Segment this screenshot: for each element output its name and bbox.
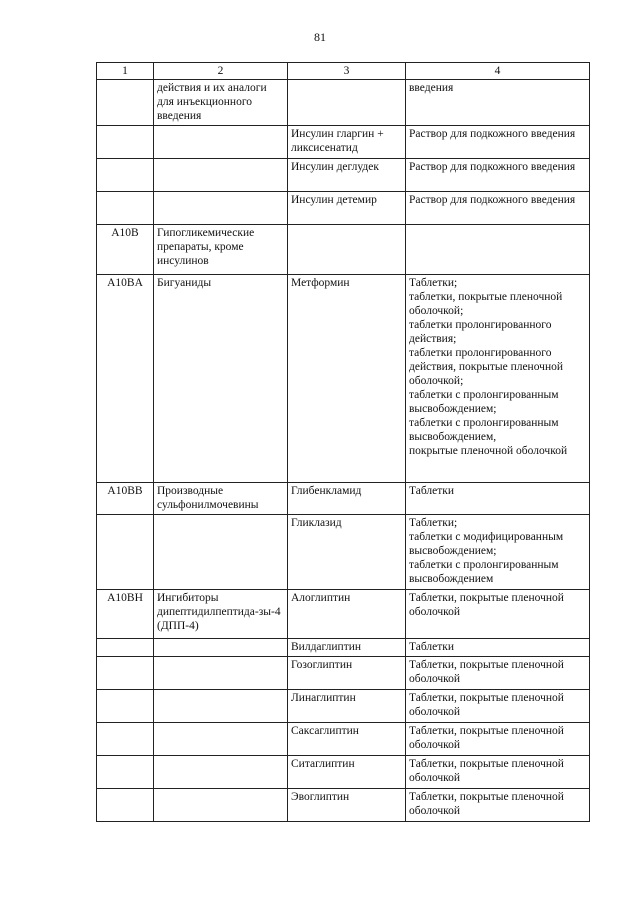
pharmacological-group-cell: Гипогликемические препараты, кроме инсулинов [154, 225, 288, 275]
atc-code-cell: A10BH [97, 590, 154, 639]
table-row [97, 639, 590, 657]
dosage-form-line: таблетки с модифицированным высвобождением; [409, 531, 564, 557]
pharmacological-group-cell [154, 639, 288, 657]
column-header-2: 2 [154, 63, 288, 80]
pharmacological-group-cell [154, 159, 288, 192]
dosage-form-line: таблетки, покрытые пленочной оболочкой; [409, 291, 563, 317]
table-header-row [97, 63, 590, 80]
drug-name-cell: Метформин [288, 275, 406, 483]
pharmacological-group-cell [154, 192, 288, 225]
atc-code-cell [97, 723, 154, 756]
pharmacological-group-cell: действия и их аналоги для инъекционного введения [154, 80, 288, 126]
dosage-form-cell: Таблетки, покрытые пленочной оболочкой [406, 590, 590, 639]
table-row [97, 657, 590, 690]
table-row [97, 483, 590, 515]
drug-name-cell: Саксаглиптин [288, 723, 406, 756]
table-row [97, 515, 590, 590]
atc-code-cell [97, 192, 154, 225]
dosage-form-line: таблетки пролонгированного действия, покрытые пленочной оболочкой; [409, 347, 564, 387]
dosage-form-line: таблетки с пролонгированным высвобождением, [409, 417, 559, 443]
table-body [97, 80, 590, 822]
pharmacological-group-cell [154, 723, 288, 756]
atc-code-cell [97, 159, 154, 192]
dosage-form-cell [406, 225, 590, 275]
dosage-form-line: Таблетки; [409, 277, 458, 289]
table-row [97, 80, 590, 126]
drug-name-cell: Эвоглиптин [288, 789, 406, 822]
dosage-form-line: покрытые пленочной оболочкой [409, 445, 568, 457]
drug-name-cell: Ситаглиптин [288, 756, 406, 789]
dosage-form-line: Таблетки; [409, 517, 458, 529]
column-header-3: 3 [288, 63, 406, 80]
dosage-form-cell: Таблетки [406, 639, 590, 657]
drug-name-cell: Алоглиптин [288, 590, 406, 639]
dosage-form-cell: Таблетки, покрытые пленочной оболочкой [406, 690, 590, 723]
drug-name-cell: Инсулин гларгин + ликсисенатид [288, 126, 406, 159]
pharmacological-group-cell [154, 126, 288, 159]
dosage-form-cell: Таблетки, покрытые пленочной оболочкой [406, 789, 590, 822]
dosage-form-cell: Таблетки [406, 483, 590, 515]
drug-name-cell: Линаглиптин [288, 690, 406, 723]
pharmacological-group-cell [154, 789, 288, 822]
dosage-form-cell: Таблетки, покрытые пленочной оболочкой [406, 657, 590, 690]
pharmacological-group-cell [154, 690, 288, 723]
atc-code-cell [97, 756, 154, 789]
table-row [97, 756, 590, 789]
atc-code-cell [97, 639, 154, 657]
dosage-form-cell: Раствор для подкожного введения [406, 192, 590, 225]
dosage-form-cell: введения [406, 80, 590, 126]
drug-name-cell: Инсулин детемир [288, 192, 406, 225]
dosage-form-cell: Таблетки, покрытые пленочной оболочкой [406, 756, 590, 789]
dosage-form-cell: Таблетки, покрытые пленочной оболочкой [406, 723, 590, 756]
drug-name-cell [288, 80, 406, 126]
pharmacological-group-cell [154, 657, 288, 690]
pharmacological-group-cell: Бигуаниды [154, 275, 288, 483]
page-number: 81 [314, 30, 326, 44]
atc-code-cell: A10BB [97, 483, 154, 515]
atc-code-cell [97, 657, 154, 690]
atc-code-cell: A10B [97, 225, 154, 275]
table-row [97, 723, 590, 756]
dosage-form-line: таблетки с пролонгированным высвобождением [409, 559, 559, 585]
table-row [97, 192, 590, 225]
table-row [97, 225, 590, 275]
dosage-form-line: таблетки с пролонгированным высвобождением; [409, 389, 559, 415]
atc-code-cell [97, 690, 154, 723]
pharmacological-group-cell [154, 515, 288, 590]
table-row [97, 590, 590, 639]
drug-name-cell: Инсулин деглудек [288, 159, 406, 192]
column-header-4: 4 [406, 63, 590, 80]
drug-name-cell: Гликлазид [288, 515, 406, 590]
dosage-form-cell [406, 515, 590, 590]
pharmacological-group-cell [154, 756, 288, 789]
column-header-1: 1 [97, 63, 154, 80]
dosage-form-cell [406, 275, 590, 483]
dosage-form-cell: Раствор для подкожного введения [406, 126, 590, 159]
drug-name-cell: Гозоглиптин [288, 657, 406, 690]
atc-code-cell [97, 515, 154, 590]
table-row [97, 275, 590, 483]
drug-name-cell: Глибенкламид [288, 483, 406, 515]
pharmacological-group-cell: Ингибиторы дипептидилпептида-зы-4 (ДПП-4) [154, 590, 288, 639]
drug-name-cell [288, 225, 406, 275]
atc-code-cell: A10BA [97, 275, 154, 483]
table-row [97, 789, 590, 822]
pharmacological-group-cell: Производные сульфонилмочевины [154, 483, 288, 515]
atc-code-cell [97, 789, 154, 822]
dosage-form-line: таблетки пролонгированного действия; [409, 319, 552, 345]
drug-name-cell: Вилдаглиптин [288, 639, 406, 657]
atc-code-cell [97, 126, 154, 159]
table-row [97, 126, 590, 159]
atc-code-cell [97, 80, 154, 126]
table-row [97, 690, 590, 723]
table-row [97, 159, 590, 192]
dosage-form-cell: Раствор для подкожного введения [406, 159, 590, 192]
medication-table [96, 62, 590, 822]
